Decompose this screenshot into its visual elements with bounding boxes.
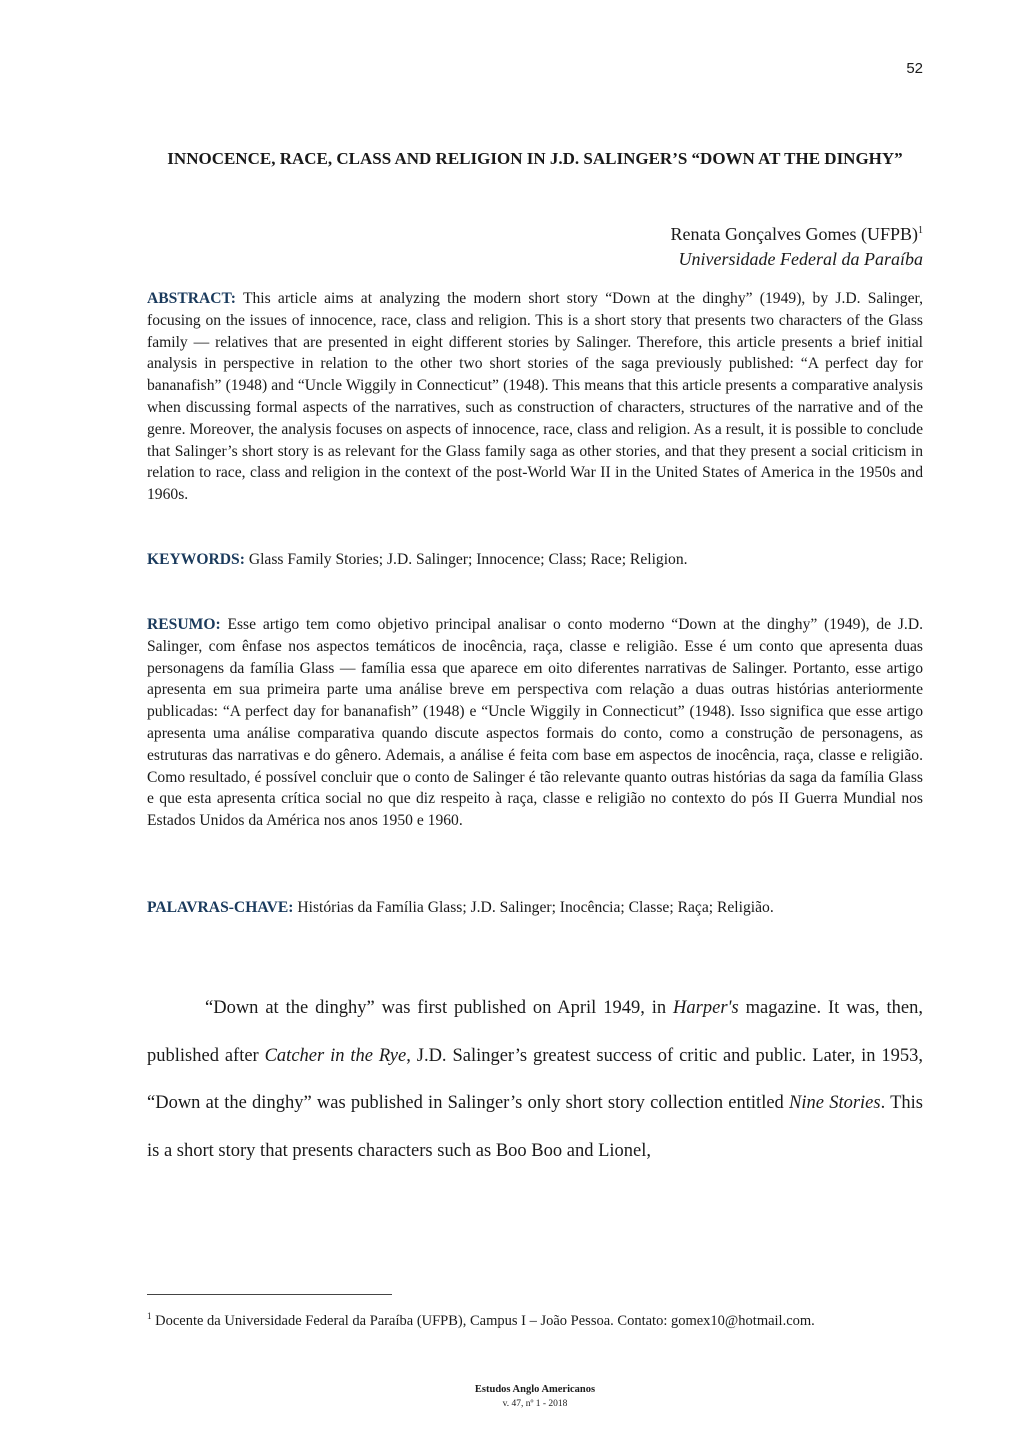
body-segment-1: “Down at the dinghy” was first published on April 1949, in [205, 998, 674, 1018]
author-affiliation: Universidade Federal da Paraíba [678, 249, 923, 269]
body-segment-4: . This is a short story that presents characters such as Boo Boo and Lionel, [147, 1093, 924, 1161]
body-paragraph [147, 985, 923, 1175]
author-line [147, 218, 923, 247]
journal-issue: v. 47, nº 1 - 2018 [502, 1399, 568, 1409]
journal-name: Estudos Anglo Americanos [474, 1384, 596, 1395]
body-segment-3: , J.D. Salinger’s greatest success of critic and public. Later, in 1953, “Down at the dinghy” was published in Salinger’s only short story collection entitled [147, 1045, 923, 1113]
keywords-label: KEYWORDS: [147, 551, 245, 568]
author-name: Renata Gonçalves Gomes (UFPB) [670, 224, 918, 244]
footnote-separator [147, 1294, 392, 1295]
abstract-label: ABSTRACT: [147, 290, 236, 307]
footnote-marker: 1 [147, 1311, 152, 1321]
palavras-chave-label: PALAVRAS-CHAVE: [147, 899, 294, 916]
resumo-text: Esse artigo tem como objetivo principal analisar o conto moderno “Down at the dinghy” (1949), de J.D. Salinger, com ênfase nos aspectos temáticos de inocência, raça, classe e religião. Esse é um conto que apresenta duas personagens da família Glass — família essa que aparece em oito diferentes narrativas de Salinger. Portanto, esse artigo apresenta em sua primeira parte uma análise breve em perspectiva com relação a duas outras histórias anteriormente publicadas: “A perfect day for bananafish” (1948) e “Uncle Wiggily in Connecticut” (1948). Isso significa que esse artigo apresenta uma análise comparativa quando discute aspectos formais do conto, como a construção de personagens, as estruturas das narrativas e do gênero. Ademais, a análise é feita com base em aspectos de inocência, raça, classe e religião. Como resultado, é possível concluir que o conto de Salinger é tão relevante quanto outras histórias da saga da família Glass e que esta apresenta crítica social no que diz respeito à raça, classe e religião no contexto do pós II Guerra Mundial nos Estados Unidos da América nos anos 1950 e 1960. [147, 616, 923, 830]
nine-stories-italic: Nine Stories [789, 1093, 881, 1113]
resumo-label: RESUMO: [147, 616, 221, 633]
abstract-english [147, 288, 923, 506]
harpers-italic: Harper's [673, 998, 739, 1018]
catcher-italic: Catcher in the Rye [264, 1045, 407, 1066]
abstract-text: This article aims at analyzing the modern short story “Down at the dinghy” (1949), by J.D. Salinger, focusing on the issues of innocence, race, class and religion. This is a short story that presents two characters of the Glass family — relatives that are presented in eight different stories by Salinger. Therefore, this article presents a brief initial analysis in perspective in relation to the other two short stories of the saga previously published: “A perfect day for bananafish” (1948) and “Uncle Wiggily in Connecticut” (1948). This means that this article presents a comparative analysis when discussing formal aspects of the narratives, such as construction of characters, structures of the narrative and of the genre. Moreover, the analysis focuses on aspects of innocence, race, class and religion. As a result, it is possible to conclude that Salinger’s short story is as relevant for the Glass family saga as other stories, and that they present a social criticism in relation to race, class and religion in the context of the post-World War II in the United States of America in the 1950s and 1960s. [147, 290, 923, 504]
keywords-text: Glass Family Stories; J.D. Salinger; Innocence; Class; Race; Religion. [248, 551, 688, 568]
abstract-portuguese [147, 614, 923, 832]
footnote [147, 1306, 923, 1332]
footnote-text: Docente da Universidade Federal da Paraíba (UFPB), Campus I – João Pessoa. Contato: gomex10@hotmail.com. [155, 1312, 815, 1329]
author-footnote-marker[interactable]: 1 [918, 225, 923, 236]
article-title: INNOCENCE, RACE, CLASS AND RELIGION IN J.D. SALINGER’S “DOWN AT THE DINGHY” [167, 149, 903, 168]
author-block [147, 218, 923, 272]
keywords-portuguese [147, 897, 923, 919]
keywords-english [147, 549, 923, 571]
body-segment-2: magazine. It was, then, published after [147, 998, 923, 1066]
palavras-chave-text: Histórias da Família Glass; J.D. Salinger; Inocência; Classe; Raça; Religião. [297, 899, 774, 916]
page-number: 52 [906, 60, 923, 77]
